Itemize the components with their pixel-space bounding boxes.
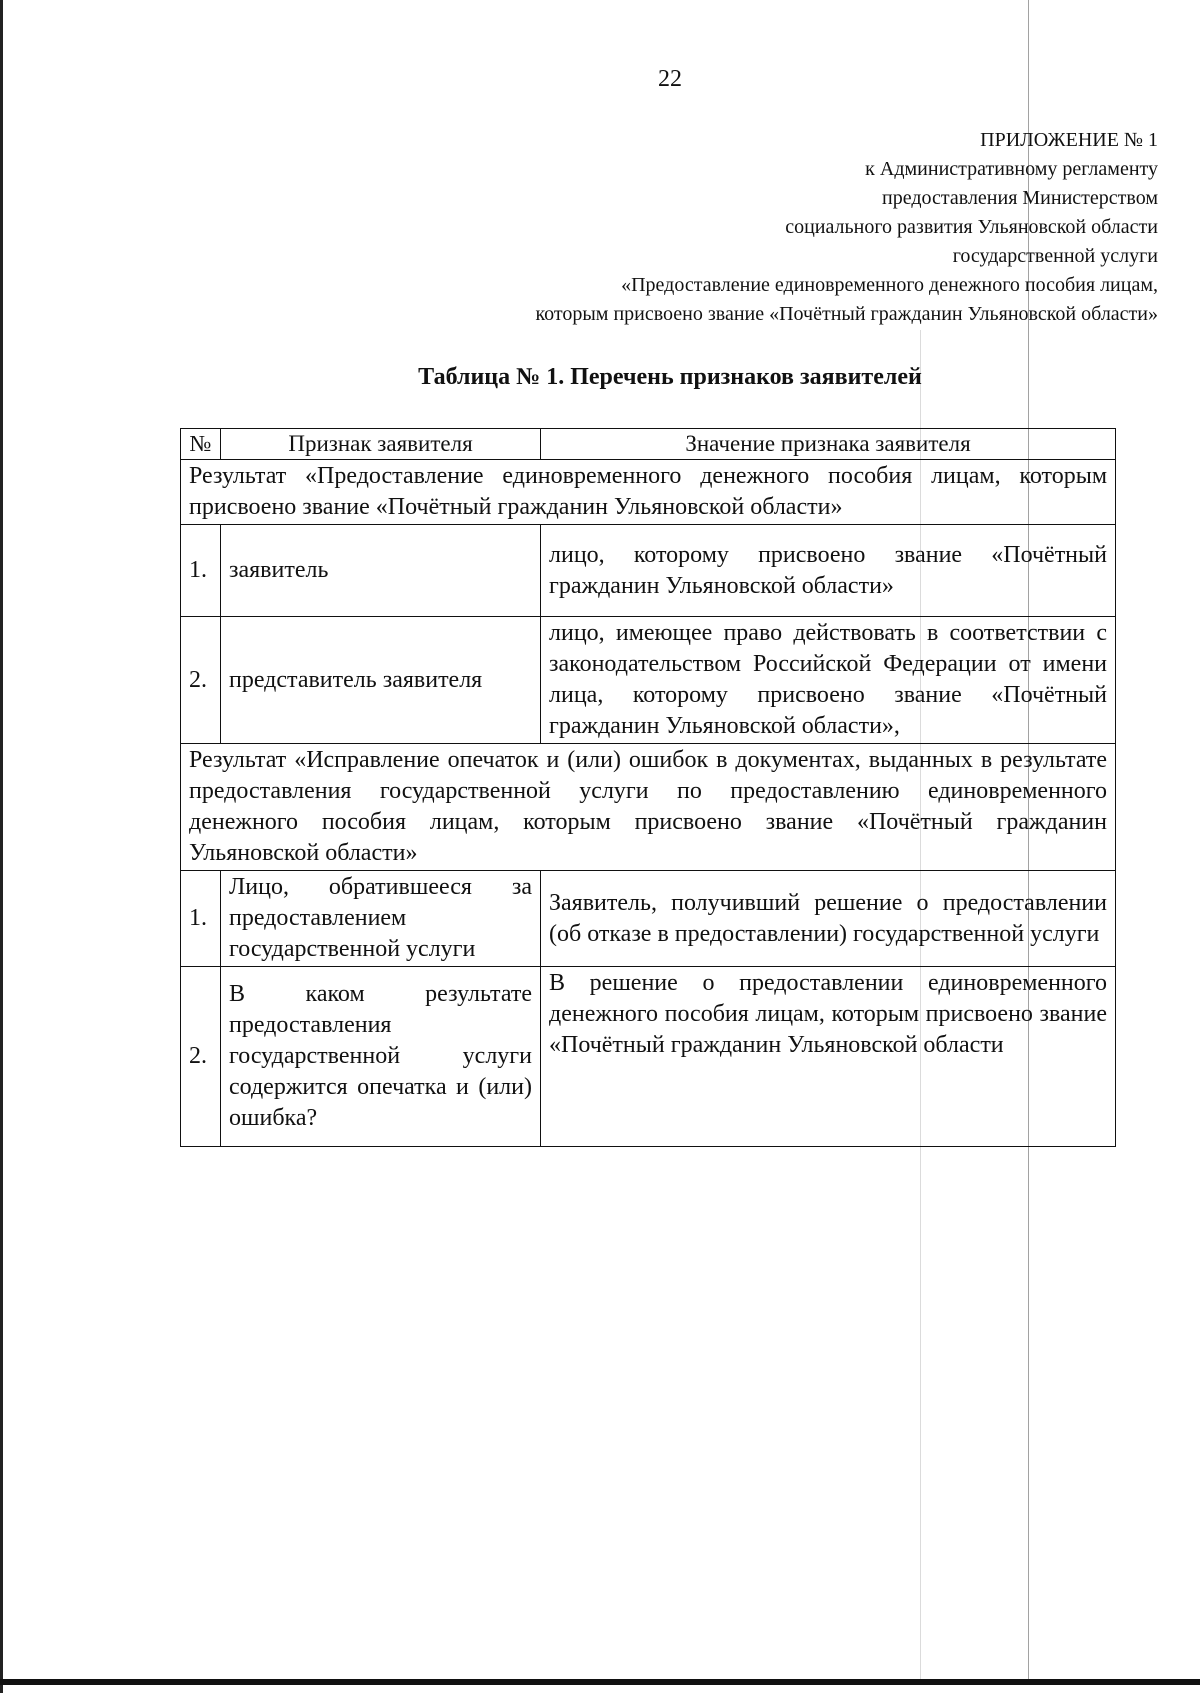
section-title-row [181,460,1116,525]
table-row [181,967,1116,1147]
appendix-line: ПРИЛОЖЕНИЕ № 1 [980,129,1158,151]
appendix-header [258,126,1158,329]
row-num: 1. [181,525,221,617]
appendix-line: государственной услуги [952,245,1158,267]
section-title: Результат «Исправление опечаток и (или) ошибок в документах, выданных в результате предоставления государственной услуги по предоставлению единовременного денежного пособия лицам, которым присвоено звание «Почётный гражданин Ульяновской области» [181,744,1116,871]
applicant-signs-table [180,428,1116,1147]
table-row [181,525,1116,617]
row-value: лицо, имеющее право действовать в соответствии с законодательством Российской Федерации от имени лица, которому присвоено звание «Почётный гражданин Ульяновской области», [541,617,1116,744]
header-num: № [181,429,221,460]
appendix-line: к Административному регламенту [865,158,1158,180]
row-num: 1. [181,871,221,967]
row-sign: В каком результате предоставления государственной услуги содержится опечатка и (или) ошибка? [221,967,541,1147]
appendix-line: «Предоставление единовременного денежного пособия лицам, [621,274,1158,296]
page-number: 22 [658,66,682,92]
appendix-line: которым присвоено звание «Почётный гражданин Ульяновской области» [535,303,1158,325]
scan-left-edge [0,0,3,1693]
row-sign: представитель заявителя [221,617,541,744]
header-sign: Признак заявителя [221,429,541,460]
row-num: 2. [181,967,221,1147]
table-row [181,617,1116,744]
scan-bottom-edge [0,1679,1200,1685]
section-title-row [181,744,1116,871]
row-value: Заявитель, получивший решение о предоставлении (об отказе в предоставлении) государственной услуги [541,871,1116,967]
row-num: 2. [181,617,221,744]
appendix-line: социального развития Ульяновской области [785,216,1158,238]
table-row [181,871,1116,967]
row-value: лицо, которому присвоено звание «Почётный гражданин Ульяновской области» [541,525,1116,617]
header-value: Значение признака заявителя [541,429,1116,460]
section-title: Результат «Предоставление единовременного денежного пособия лицам, которым присвоено звание «Почётный гражданин Ульяновской области» [181,460,1116,525]
row-value: В решение о предоставлении единовременного денежного пособия лицам, которым присвоено звание «Почётный гражданин Ульяновской области [541,967,1116,1147]
row-sign: заявитель [221,525,541,617]
table-header-row [181,429,1116,460]
appendix-line: предоставления Министерством [882,187,1158,209]
row-sign: Лицо, обратившееся за предоставлением государственной услуги [221,871,541,967]
table-title: Таблица № 1. Перечень признаков заявителей [418,364,922,390]
